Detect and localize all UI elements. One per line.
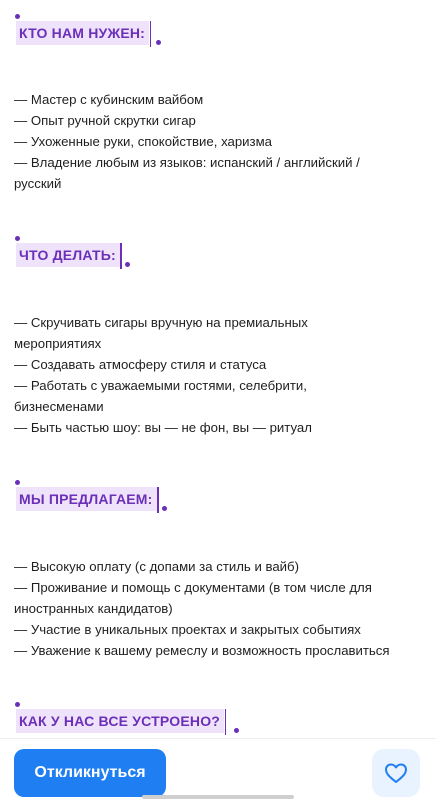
duties-list: [14, 312, 414, 438]
selection-handle: [234, 728, 239, 733]
list-item: — Работать с уважаемыми гостями, селебрити, бизнесменами: [14, 378, 307, 414]
list-item: — Владение любым из языков: испанский / английский / русский: [14, 155, 360, 191]
requirements-list: [14, 89, 414, 194]
selection-handle: [162, 506, 167, 511]
home-indicator: [142, 795, 294, 799]
list-item: — Скручивать сигары вручную на премиальных мероприятиях: [14, 315, 308, 351]
apply-button[interactable]: Откликнуться: [14, 749, 166, 797]
list-item: — Высокую оплату (с допами за стиль и вайб): [14, 559, 299, 574]
section-heading: КТО НАМ НУЖЕН:: [16, 21, 149, 45]
section-heading: МЫ ПРЕДЛАГАЕМ:: [16, 487, 157, 511]
favorite-button[interactable]: [372, 749, 420, 797]
list-item: — Проживание и помощь с документами (в том числе для иностранных кандидатов): [14, 580, 372, 616]
list-item: — Участие в уникальных проектах и закрытых событиях: [14, 622, 361, 637]
list-item: — Опыт ручной скрутки сигар: [14, 113, 196, 128]
list-item: — Уважение к вашему ремеслу и возможность прославиться: [14, 643, 390, 658]
offer-list: [14, 556, 414, 661]
bottom-action-bar: [0, 738, 436, 801]
section-heading: КАК У НАС ВСЕ УСТРОЕНО?: [16, 709, 224, 733]
section-heading: ЧТО ДЕЛАТЬ:: [16, 243, 120, 267]
list-item: — Создавать атмосферу стиля и статуса: [14, 357, 267, 372]
list-item: — Ухоженные руки, спокойствие, харизма: [14, 134, 272, 149]
heart-icon: [384, 762, 408, 784]
list-item: — Мастер с кубинским вайбом: [14, 92, 204, 107]
selection-handle: [156, 40, 161, 45]
selection-handle: [125, 262, 130, 267]
list-item: — Быть частью шоу: вы — не фон, вы — ритуал: [14, 420, 312, 435]
